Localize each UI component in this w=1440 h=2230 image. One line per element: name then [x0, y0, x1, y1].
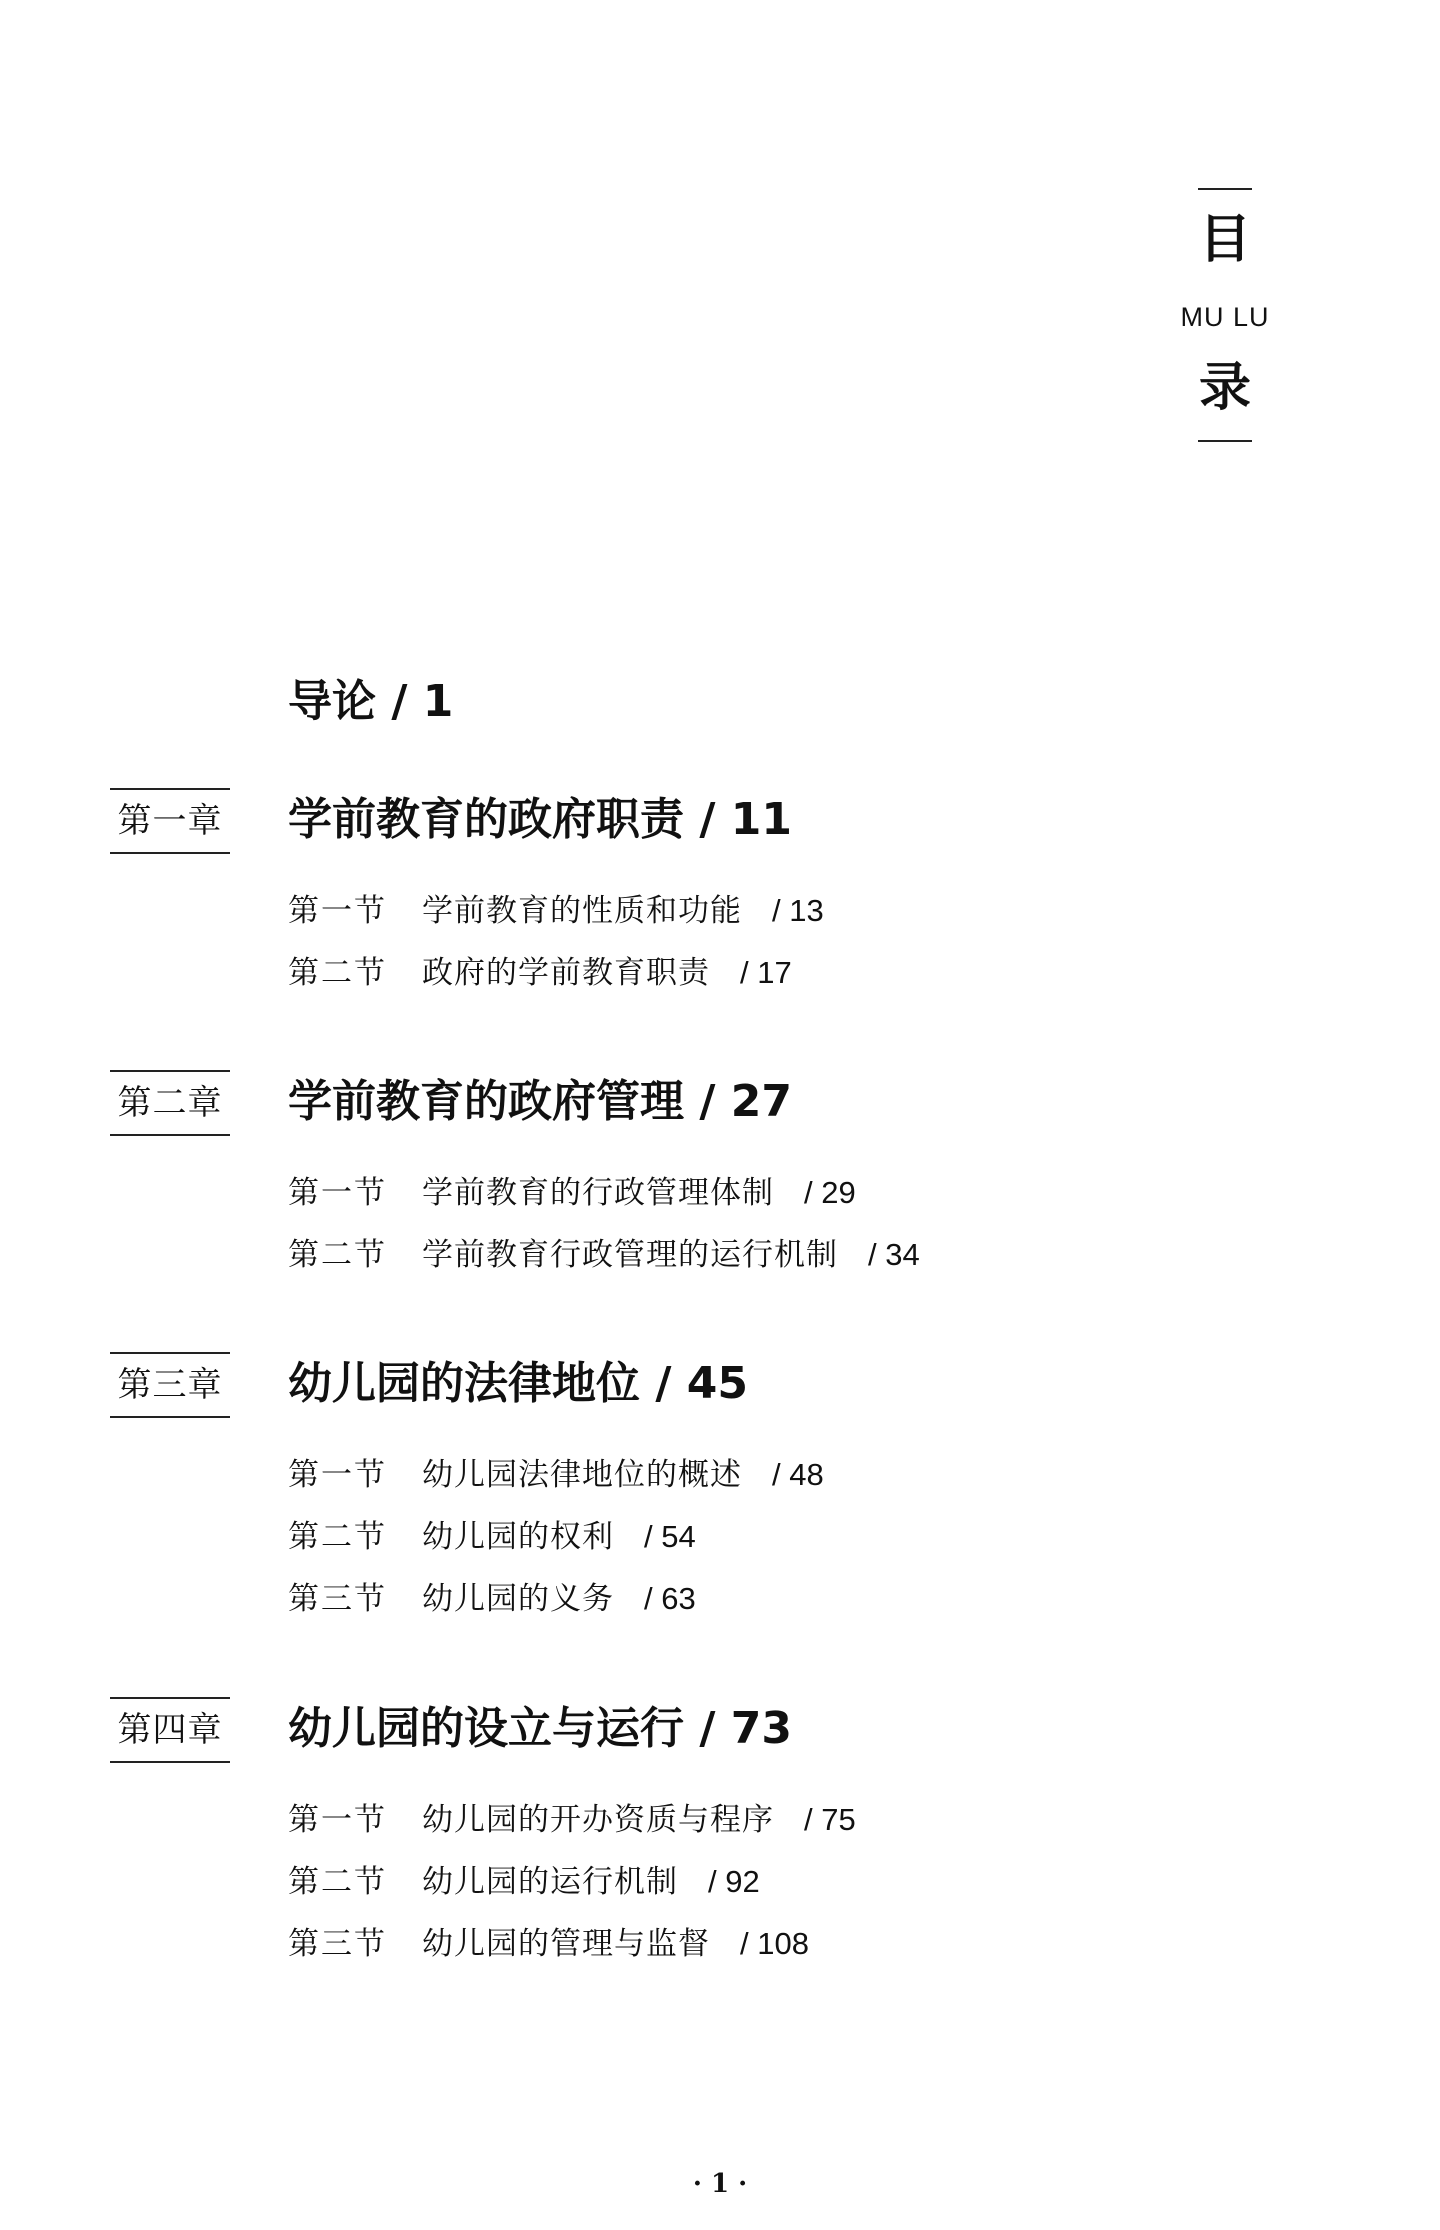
- section-list: [288, 1789, 856, 1975]
- section-title: 幼儿园的运行机制: [422, 1864, 678, 1900]
- chapter-title[interactable]: 幼儿园的法律地位 / 45: [288, 1358, 748, 1409]
- section-number: 第三节: [288, 1581, 387, 1617]
- section-page: / 17: [740, 955, 792, 990]
- intro-entry[interactable]: 导论 / 1: [288, 676, 454, 727]
- section-entry[interactable]: [288, 1506, 824, 1568]
- section-title: 政府的学前教育职责: [422, 955, 710, 991]
- section-title: 幼儿园的开办资质与程序: [422, 1802, 774, 1838]
- section-entry[interactable]: [288, 1851, 856, 1913]
- contents-heading: [1180, 188, 1270, 448]
- section-title: 学前教育的性质和功能: [422, 893, 742, 929]
- section-entry[interactable]: [288, 1568, 824, 1630]
- section-title: 学前教育行政管理的运行机制: [422, 1237, 838, 1273]
- section-entry[interactable]: [288, 1789, 856, 1851]
- section-page: / 63: [644, 1581, 696, 1616]
- chapter-label: 第一章: [110, 788, 230, 854]
- section-title: 幼儿园的管理与监督: [422, 1926, 710, 1962]
- section-page: / 92: [708, 1864, 760, 1899]
- section-number: 第二节: [288, 1237, 387, 1273]
- section-title: 幼儿园的权利: [422, 1519, 614, 1555]
- section-entry[interactable]: [288, 942, 824, 1004]
- section-page: / 108: [740, 1926, 809, 1961]
- section-page: / 34: [868, 1237, 920, 1272]
- section-entry[interactable]: [288, 1162, 920, 1224]
- section-number: 第一节: [288, 1175, 387, 1211]
- section-title: 幼儿园的义务: [422, 1581, 614, 1617]
- section-number: 第二节: [288, 1519, 387, 1555]
- section-title: 幼儿园法律地位的概述: [422, 1457, 742, 1493]
- section-page: / 29: [804, 1175, 856, 1210]
- heading-char-lu: 录: [1198, 357, 1251, 418]
- chapter-label: 第三章: [110, 1352, 230, 1418]
- section-number: 第一节: [288, 1457, 387, 1493]
- section-entry[interactable]: [288, 1444, 824, 1506]
- chapter-label: 第二章: [110, 1070, 230, 1136]
- section-page: / 75: [804, 1802, 856, 1837]
- section-entry[interactable]: [288, 1224, 920, 1286]
- section-list: [288, 1162, 920, 1286]
- section-number: 第一节: [288, 1802, 387, 1838]
- section-page: / 54: [644, 1519, 696, 1554]
- section-number: 第二节: [288, 1864, 387, 1900]
- heading-romanization: MU LU: [1180, 302, 1270, 332]
- heading-bottom-rule: [1198, 440, 1252, 442]
- chapter-title[interactable]: 学前教育的政府管理 / 27: [288, 1076, 792, 1127]
- section-number: 第三节: [288, 1926, 387, 1962]
- chapter-title[interactable]: 幼儿园的设立与运行 / 73: [288, 1703, 792, 1754]
- chapter-label: 第四章: [110, 1697, 230, 1763]
- section-number: 第二节: [288, 955, 387, 991]
- page-number: · 1 ·: [692, 2169, 748, 2199]
- section-page: / 48: [772, 1457, 824, 1492]
- section-page: / 13: [772, 893, 824, 928]
- heading-top-rule: [1198, 188, 1252, 190]
- section-list: [288, 1444, 824, 1630]
- section-title: 学前教育的行政管理体制: [422, 1175, 774, 1211]
- section-entry[interactable]: [288, 1913, 856, 1975]
- heading-char-mu: 目: [1198, 209, 1251, 270]
- chapter-title[interactable]: 学前教育的政府职责 / 11: [288, 794, 792, 845]
- section-number: 第一节: [288, 893, 387, 929]
- section-entry[interactable]: [288, 880, 824, 942]
- section-list: [288, 880, 824, 1004]
